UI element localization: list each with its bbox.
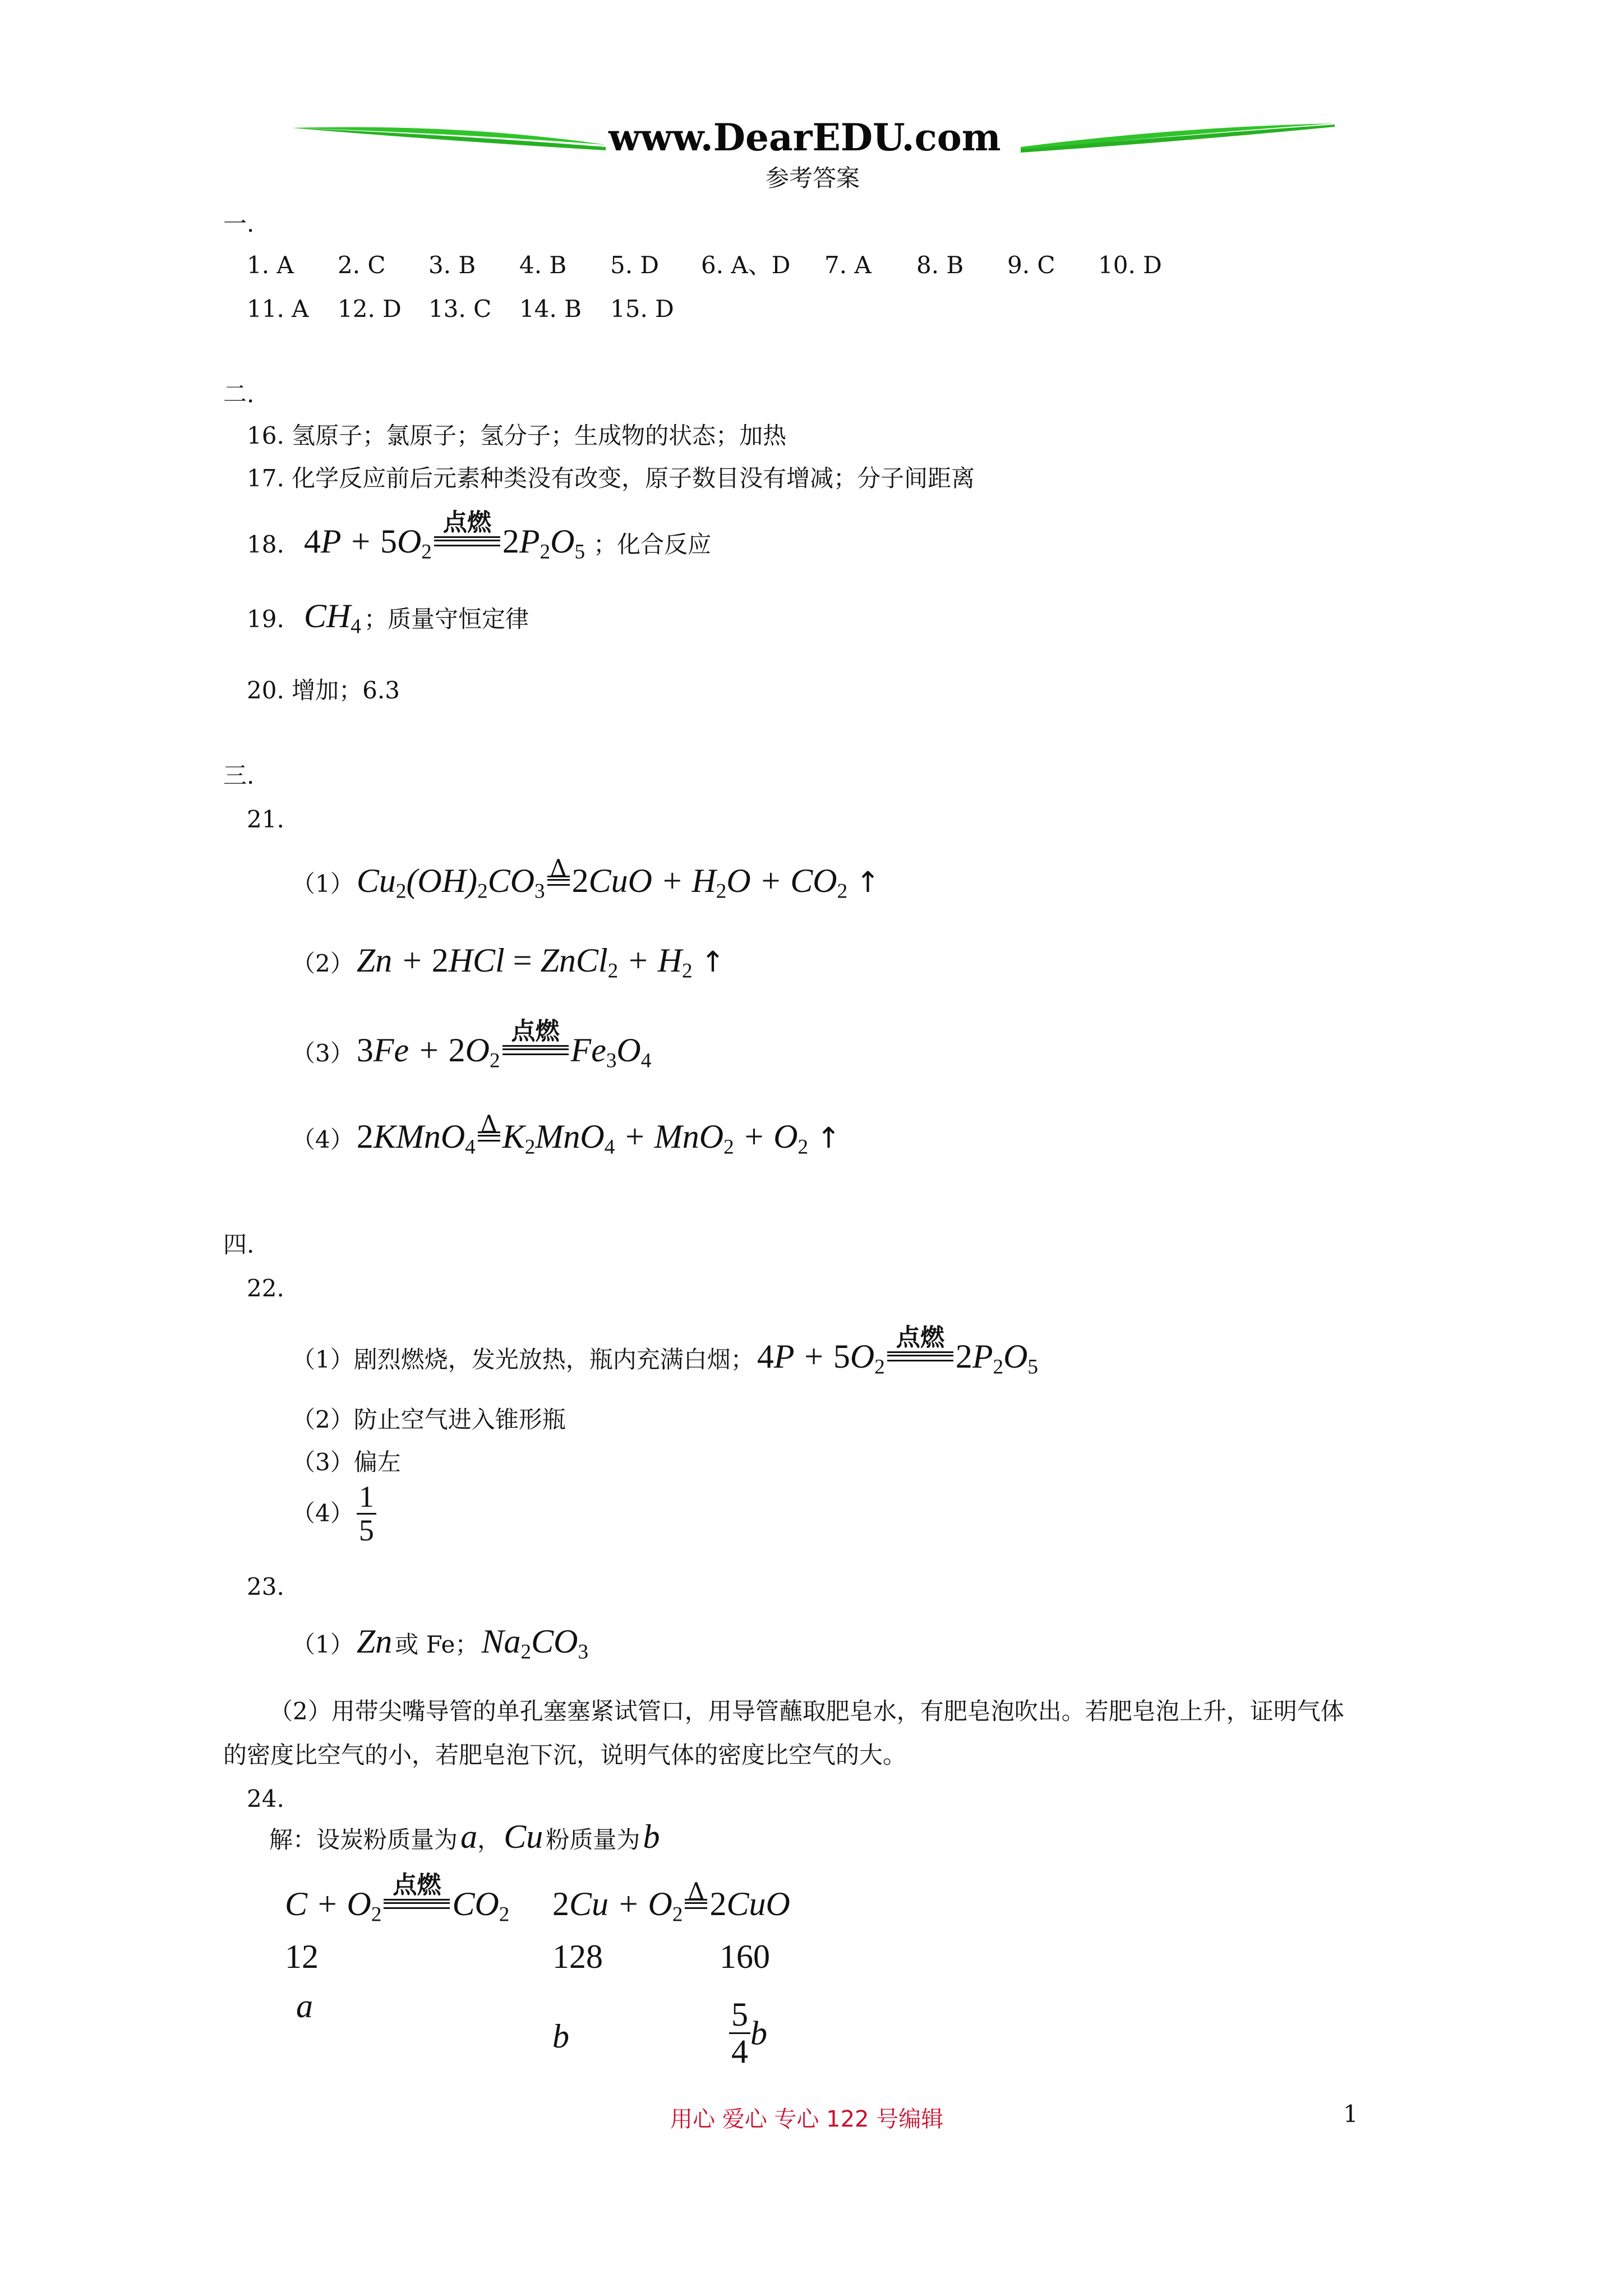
footer-slogan: 用心 爱心 专心 122 号编辑 (670, 2106, 944, 2132)
part-label: （4） (292, 1126, 354, 1153)
equation-21-1 (292, 854, 880, 903)
question-24-number: 24. (247, 1785, 284, 1812)
part-label: （3） (292, 1039, 354, 1067)
equation-permanganate-decomposition: 2KMnO$_4$ Δ $K_2MnO_4 + MnO_2 + O_2$ ↑ (356, 1110, 841, 1159)
answer-item: 11. A (247, 295, 309, 323)
section-2-label: 二. (223, 380, 255, 408)
answer-24-intro: 解：设炭粉质量为 a， Cu 粉质量为 b (269, 1818, 660, 1855)
condition-ignite: 点燃 (896, 1323, 945, 1352)
equation-zinc-hcl: Zn + 2HCl = ZnCl$_2$ + $H_2$ ↑ (356, 942, 725, 983)
answer-item: 8. B (916, 251, 964, 279)
fraction-one-fifth (357, 1481, 376, 1546)
answer-item: 10. D (1098, 251, 1162, 279)
answer-item: 15. D (610, 295, 674, 323)
law-name: ；质量守恒定律 (363, 605, 529, 633)
answer-item: 13. C (428, 295, 492, 323)
part-label: （4） (292, 1499, 354, 1527)
question-22-number: 22. (247, 1274, 284, 1302)
equation-malachite-decomposition: $Cu_2(OH)_2CO_3$ Δ $2CuO + H_2O + CO_2$ ↑ (356, 854, 880, 903)
condition-heat: Δ (550, 854, 567, 882)
fraction-denominator: 4 (731, 2033, 748, 2070)
question-number: 18. (247, 531, 284, 558)
question-number: 19. (247, 605, 284, 633)
mass-carbon: 12 (285, 1938, 319, 1975)
mass-copper-oxide: 160 (720, 1938, 770, 1975)
answer-17: 17. 化学反应前后元素种类没有改变，原子数目没有增减；分子间距离 (247, 464, 975, 492)
question-23-number: 23. (247, 1573, 284, 1600)
condition-ignite: 点燃 (442, 508, 492, 537)
fraction-denominator: 5 (358, 1513, 374, 1547)
fraction-numerator: 1 (357, 1481, 376, 1515)
answer-item: 4. B (519, 251, 567, 279)
equation-phosphorus-combustion: $4P + 5O_2$ 点燃 $2P_2O_5$ (303, 508, 585, 564)
answer-item: 12. D (338, 295, 402, 323)
page-number: 1 (1343, 2100, 1358, 2128)
gas-arrow-icon: ↑ (700, 946, 725, 979)
equation-iron-combustion: $3Fe + 2O_2$ 点燃 $Fe_3O_4$ (356, 1017, 652, 1073)
formula-sodium-carbonate: $Na_2CO_3$ (481, 1623, 589, 1664)
variable-a-row: a (296, 1987, 313, 2024)
answer-item: 5. D (610, 251, 660, 279)
equation-21-2 (292, 942, 725, 983)
page-title: 参考答案 (766, 164, 860, 192)
section-1-label: 一. (223, 210, 255, 237)
question-21-number: 21. (247, 806, 284, 833)
gas-arrow-icon: ↑ (856, 866, 880, 899)
condition-ignite: 点燃 (393, 1871, 441, 1899)
equation-21-4 (292, 1110, 841, 1159)
answer-16: 16. 氢原子；氯原子；氢分子；生成物的状态；加热 (247, 422, 787, 449)
fraction-five-quarters (729, 1997, 750, 2069)
intro-text: 粉质量为 (546, 1826, 640, 1853)
variable-a: a (460, 1818, 478, 1855)
part-label: （1） (292, 1631, 354, 1658)
answer-23-1 (292, 1623, 589, 1664)
equation-21-3 (292, 1017, 652, 1073)
symbol-zinc: Zn (356, 1623, 393, 1660)
equation-phosphorus-combustion: $4P + 5O_2$ 点燃 $2P_2O_5$ (757, 1323, 1039, 1379)
section-4-label: 四. (223, 1231, 255, 1258)
logo-text: www.DearEDU.com (608, 116, 1001, 159)
variable-b-row: b (552, 2018, 569, 2055)
answer-22-3: （3）偏左 (292, 1448, 401, 1476)
answer-item: 2. C (338, 251, 386, 279)
answer-22-4 (292, 1481, 376, 1546)
answer-23-2-line-1: （2）用带尖嘴导管的单孔塞塞紧试管口，用导管蘸取肥皂水，有肥皂泡吹出。若肥皂泡上升，证明气体 (269, 1697, 1344, 1725)
answer-item: 6. A、D (701, 251, 791, 279)
intro-text: 解：设炭粉质量为 (269, 1826, 458, 1853)
answer-18 (247, 508, 712, 564)
gas-arrow-icon: ↑ (817, 1122, 841, 1155)
part-label: （1） (292, 870, 354, 898)
condition-heat: Δ (480, 1110, 497, 1138)
part-label: （2） (292, 950, 354, 977)
header-logo (292, 112, 1335, 163)
answer-item: 14. B (519, 295, 582, 323)
equation-carbon-combustion: $C + O_2$ 点燃 $CO_2$ (285, 1871, 510, 1926)
formula-methane: $CH_4$ (303, 597, 361, 638)
answer-23-1-text: 或 Fe； (395, 1631, 479, 1658)
answer-22-1 (292, 1323, 1039, 1379)
fraction-numerator: 5 (729, 1997, 750, 2034)
answer-22-2: （2）防止空气进入锥形瓶 (292, 1406, 566, 1433)
condition-ignite: 点燃 (511, 1017, 560, 1046)
equation-copper-oxidation: $2Cu + O_2$ Δ 2CuO (552, 1877, 790, 1926)
answer-19 (247, 597, 529, 638)
answer-item: 3. B (428, 251, 476, 279)
answer-item: 9. C (1007, 251, 1055, 279)
variable-b: b (643, 1818, 660, 1855)
condition-heat: Δ (688, 1877, 705, 1905)
answer-item: 1. A (247, 251, 294, 279)
reaction-type: ；化合反应 (593, 531, 712, 558)
answer-22-1-text: （1）剧烈燃烧，发光放热，瓶内充满白烟； (292, 1346, 754, 1373)
variable-b: b (750, 2014, 767, 2052)
mass-copper: 128 (552, 1938, 603, 1975)
answer-23-2-line-2: 的密度比空气的小，若肥皂泡下沉，说明气体的密度比空气的大。 (223, 1741, 907, 1769)
answer-item: 7. A (824, 251, 872, 279)
answer-20: 20. 增加；6.3 (247, 677, 400, 704)
fraction-five-quarters-b (729, 1997, 767, 2069)
symbol-copper: Cu (504, 1818, 543, 1855)
section-3-label: 三. (223, 762, 255, 789)
